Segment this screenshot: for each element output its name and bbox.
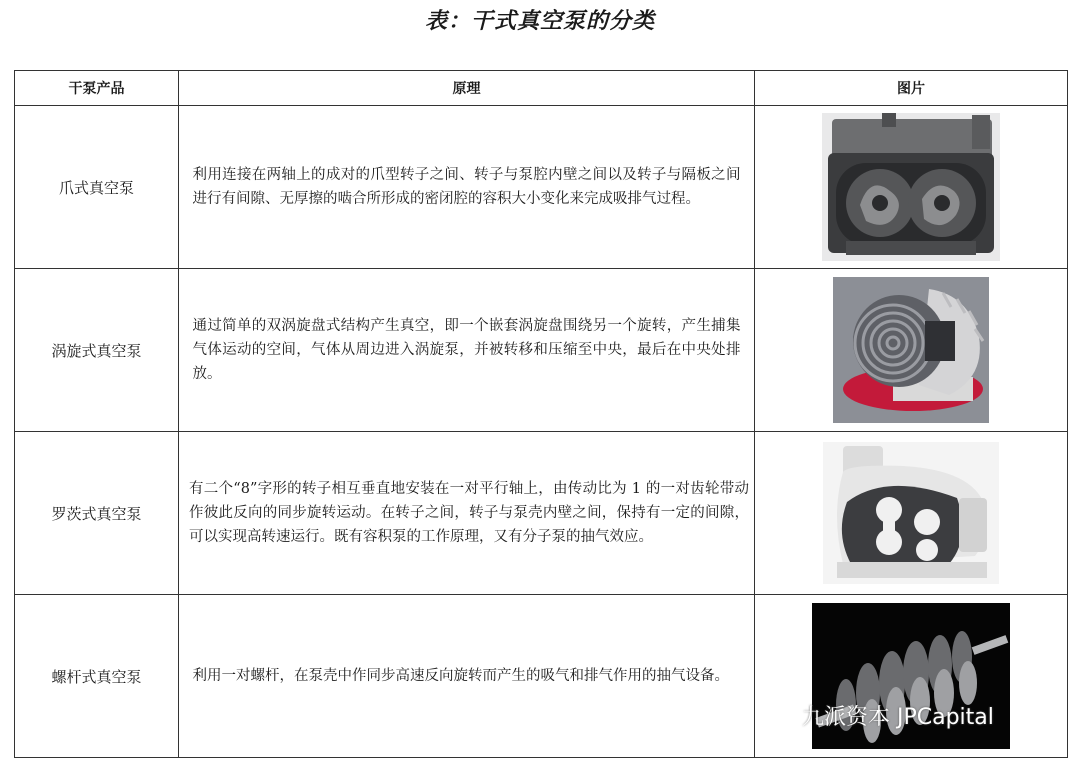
table-row (15, 269, 1068, 432)
dry-vacuum-pump-table (14, 70, 1068, 758)
header-principle: 原理 (179, 71, 755, 106)
pump-principle (179, 106, 755, 269)
pump-principle (179, 432, 755, 595)
pump-principle (179, 269, 755, 432)
pump-name: 罗茨式真空泵 (15, 432, 179, 595)
scroll-pump-image (833, 277, 989, 423)
header-product: 干泵产品 (15, 71, 179, 106)
pump-name: 螺杆式真空泵 (15, 595, 179, 758)
principle-text: 通过简单的双涡旋盘式结构产生真空，即一个嵌套涡旋盘围绕另一个旋转，产生捕集气体运动的空间，气体从周边进入涡旋泵，并被转移和压缩至中央，最后在中央处排放。 (192, 318, 741, 382)
table-row (15, 432, 1068, 595)
watermark (762, 700, 994, 730)
table-row (15, 106, 1068, 269)
header-image: 图片 (755, 71, 1068, 106)
principle-text: 有二个“8”字形的转子相互垂直地安装在一对平行轴上，由传动比为 1 的一对齿轮带动作彼此反向的同步旋转运动。在转子之间，转子与泵壳内壁之间，保持有一定的间隙，可以实现高转速运行。既有容积泵的工作原理，又有分子泵的抽气效应。 (189, 481, 749, 545)
pump-image-cell (755, 269, 1068, 432)
pump-name: 涡旋式真空泵 (15, 269, 179, 432)
pump-image-cell (755, 595, 1068, 758)
pump-name: 爪式真空泵 (15, 106, 179, 269)
page-title: 表：干式真空泵的分类 (424, 9, 655, 34)
roots-pump-image (823, 442, 999, 584)
pump-principle (179, 595, 755, 758)
pump-image-cell (755, 432, 1068, 595)
wechat-icon (762, 702, 796, 728)
table-header-row (15, 71, 1068, 106)
claw-pump-image (822, 113, 1000, 261)
pump-image-cell (755, 106, 1068, 269)
watermark-text: 九派资本 JPCapital (802, 704, 994, 730)
table-row (15, 595, 1068, 758)
principle-text: 利用一对螺杆，在泵壳中作同步高速反向旋转而产生的吸气和排气作用的抽气设备。 (192, 668, 729, 684)
principle-text: 利用连接在两轴上的成对的爪型转子之间、转子与泵腔内壁之间以及转子与隔板之间进行有间隙、无厚擦的啮合所形成的密闭腔的容积大小变化来完成吸排气过程。 (192, 167, 741, 207)
